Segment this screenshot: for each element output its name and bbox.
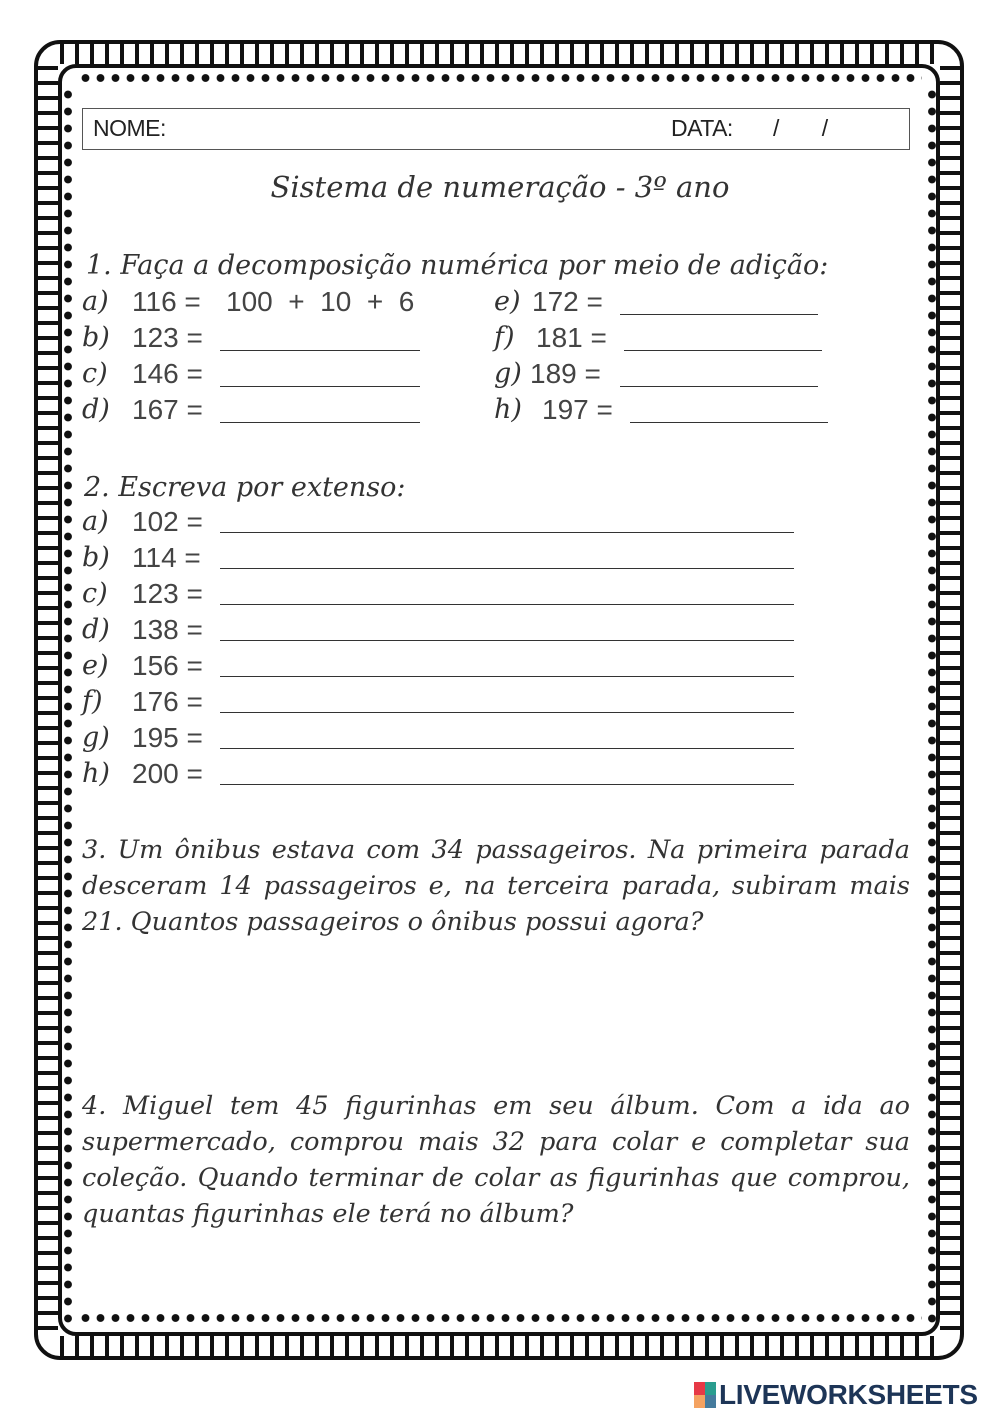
q1-letter: e) [494,286,521,317]
logo-block [694,1395,705,1408]
answer-line[interactable] [220,350,420,351]
q2-number: 114 = [132,542,201,573]
ladder-top [60,44,938,64]
q1-letter: f) [494,322,515,353]
answer-line[interactable] [220,640,794,641]
q1-letter: h) [494,394,522,425]
date-separators: / / [773,115,829,141]
answer-line[interactable] [220,568,794,569]
answer-line[interactable] [220,422,420,423]
logo-block [705,1395,716,1408]
q1-number: 146 = [132,358,203,389]
q4-text: 4. Miguel tem 45 figurinhas em seu álbum. Com a ida ao supermercado, comprou mais 32 para colar e completar sua coleção. Quando terminar de colar as figurinhas que comprou, quantas figurinhas ele terá no álbum? [82,1091,910,1229]
q1-letter: c) [82,358,108,389]
q2-letter: f) [82,686,103,717]
ladder-bottom [60,1336,938,1356]
q2-number: 138 = [132,614,203,645]
q1-letter: g) [494,358,522,389]
q2-letter: c) [82,578,108,609]
q1-letter: d) [82,394,110,425]
q1-number: 189 = [530,358,601,389]
answer-line[interactable] [220,386,420,387]
dotted-border-right [926,86,938,1327]
q1-number: 123 = [132,322,203,353]
answer-line[interactable] [220,604,794,605]
logo-blocks-icon [694,1382,716,1408]
answer-line[interactable] [620,314,818,315]
q1-number: 116 = [132,286,201,317]
q2-letter: d) [82,614,110,645]
dotted-border-bottom [78,1312,922,1324]
brand-text: LIVEWORKSHEETS [719,1379,978,1410]
answer-line[interactable] [620,386,818,387]
q1-prompt: 1. Faça a decomposição numérica por meio de adição: [86,250,829,281]
q2-letter: g) [82,722,110,753]
date-label: DATA: [671,115,733,141]
q1-answer: 100 + 10 + 6 [226,286,415,317]
answer-line[interactable] [220,784,794,785]
q2-prompt: 2. Escreva por extenso: [84,472,406,503]
ladder-right [940,66,960,1334]
q2-number: 195 = [132,722,203,753]
q2-letter: e) [82,650,109,681]
name-date-box [82,108,910,150]
answer-line[interactable] [220,748,794,749]
q1-number: 167 = [132,394,203,425]
answer-line[interactable] [220,532,794,533]
dotted-border-top [78,72,922,84]
q3-text: 3. Um ônibus estava com 34 passageiros. Na primeira parada desceram 14 passageiros e, na terceira parada, subiram mais 21. Quantos passageiros o ônibus possui agora? [82,835,910,937]
q2-number: 123 = [132,578,203,609]
worksheet-title: Sistema de numeração - 3º ano [270,170,730,204]
logo-block [705,1382,716,1395]
answer-line[interactable] [220,712,794,713]
q2-letter: h) [82,758,110,789]
q2-letter: b) [82,542,110,573]
liveworksheets-logo [694,1379,978,1411]
answer-line[interactable] [630,422,828,423]
q1-number: 181 = [536,322,607,353]
dotted-border-left [62,86,74,1327]
q2-letter: a) [82,506,109,537]
name-label: NOME: [93,115,166,141]
q1-letter: b) [82,322,110,353]
q2-number: 200 = [132,758,203,789]
q1-letter: a) [82,286,109,317]
q1-number: 197 = [542,394,613,425]
q2-number: 102 = [132,506,203,537]
ladder-left [38,66,58,1334]
q1-number: 172 = [532,286,603,317]
q2-number: 176 = [132,686,203,717]
q2-number: 156 = [132,650,203,681]
logo-block [694,1382,705,1395]
answer-line[interactable] [220,676,794,677]
answer-line[interactable] [624,350,822,351]
